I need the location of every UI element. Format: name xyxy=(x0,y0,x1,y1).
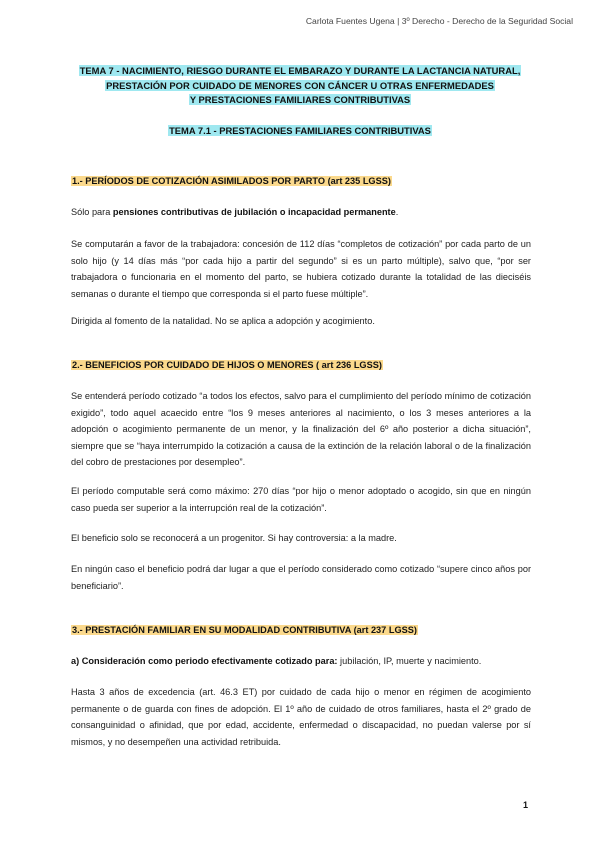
section-1-paragraph-3: Dirigida al fomento de la natalidad. No se aplica a adopción y acogimiento. xyxy=(71,316,375,326)
section-1-heading: 1.- PERÍODOS DE COTIZACIÓN ASIMILADOS POR PARTO (art 235 LGSS) xyxy=(72,176,391,186)
section-2-heading: 2.- BENEFICIOS POR CUIDADO DE HIJOS O MENORES ( art 236 LGSS) xyxy=(72,360,382,370)
title-line-1: TEMA 7 - NACIMIENTO, RIESGO DURANTE EL EMBARAZO Y DURANTE LA LACTANCIA NATURAL, xyxy=(79,65,521,76)
section-1-paragraph-2: Se computarán a favor de la trabajadora: concesión de 112 días “completos de cotización” por cada parto de un solo hijo (y 14 días más “por cada hijo a partir del segundo” si es un parto múltiple), salvo que, “por ser trabajadora o funcionaria en el momento del parto, se hubiera cotizado durante la totalidad de las dieciséis semanas o durante el tiempo que corresponda si el parto fuese múltiple”. xyxy=(71,239,531,299)
running-header: Carlota Fuentes Ugena | 3º Derecho - Derecho de la Seguridad Social xyxy=(305,16,573,26)
section-2-paragraph-1: Se entenderá período cotizado “a todos los efectos, salvo para el cumplimiento del período mínimo de cotización exigido”, todo aquel acaecido entre “los 9 meses anteriores al nacimiento, o los 3 meses anteriores a la adopción o acogimiento permanente de un menor, y la finalización del 6º año posterior a dicha situación”, siempre que se “haya interrumpido la cotización a causa de la extinción de la relación laboral o de la finalización del cobro de prestaciones por desempleo”. xyxy=(71,391,531,467)
section-2-paragraph-4: En ningún caso el beneficio podrá dar lugar a que el período considerado como cotizado “supere cinco años por beneficiario”. xyxy=(71,564,531,591)
section-2-paragraph-3: El beneficio solo se reconocerá a un progenitor. Si hay controversia: a la madre. xyxy=(71,533,397,543)
section-2-paragraph-2: El período computable será como máximo: 270 días “por hijo o menor adoptado o acogido, sin que en ningún caso pueda ser superior a la interrupción real de la cotización”. xyxy=(71,486,531,513)
section-3-paragraph-1: a) Consideración como periodo efectivamente cotizado para: jubilación, IP, muerte y nacimiento. xyxy=(71,656,482,666)
section-1-paragraph-1: Sólo para pensiones contributivas de jubilación o incapacidad permanente. xyxy=(71,207,399,217)
title-line-2: PRESTACIÓN POR CUIDADO DE MENORES CON CÁNCER U OTRAS ENFERMEDADES xyxy=(106,79,494,91)
title-line-3: Y PRESTACIONES FAMILIARES CONTRIBUTIVAS xyxy=(189,94,411,105)
document-title xyxy=(40,64,560,108)
page-number: 1 xyxy=(523,800,529,810)
document-subtitle: TEMA 7.1 - PRESTACIONES FAMILIARES CONTRIBUTIVAS xyxy=(169,125,431,136)
section-3-heading: 3.- PRESTACIÓN FAMILIAR EN SU MODALIDAD CONTRIBUTIVA (art 237 LGSS) xyxy=(72,625,417,635)
section-3-paragraph-2: Hasta 3 años de excedencia (art. 46.3 ET) por cuidado de cada hijo o menor en régimen de acogimiento permanente o de guarda con fines de adopción. El 1º año de cuidado de otros familiares, hasta el 2º grado de consanguinidad o afinidad, que por edad, accidente, enfermedad o discapacidad, no puedan valerse por sí mismos, y no desempeñen una actividad retribuida. xyxy=(71,687,531,747)
